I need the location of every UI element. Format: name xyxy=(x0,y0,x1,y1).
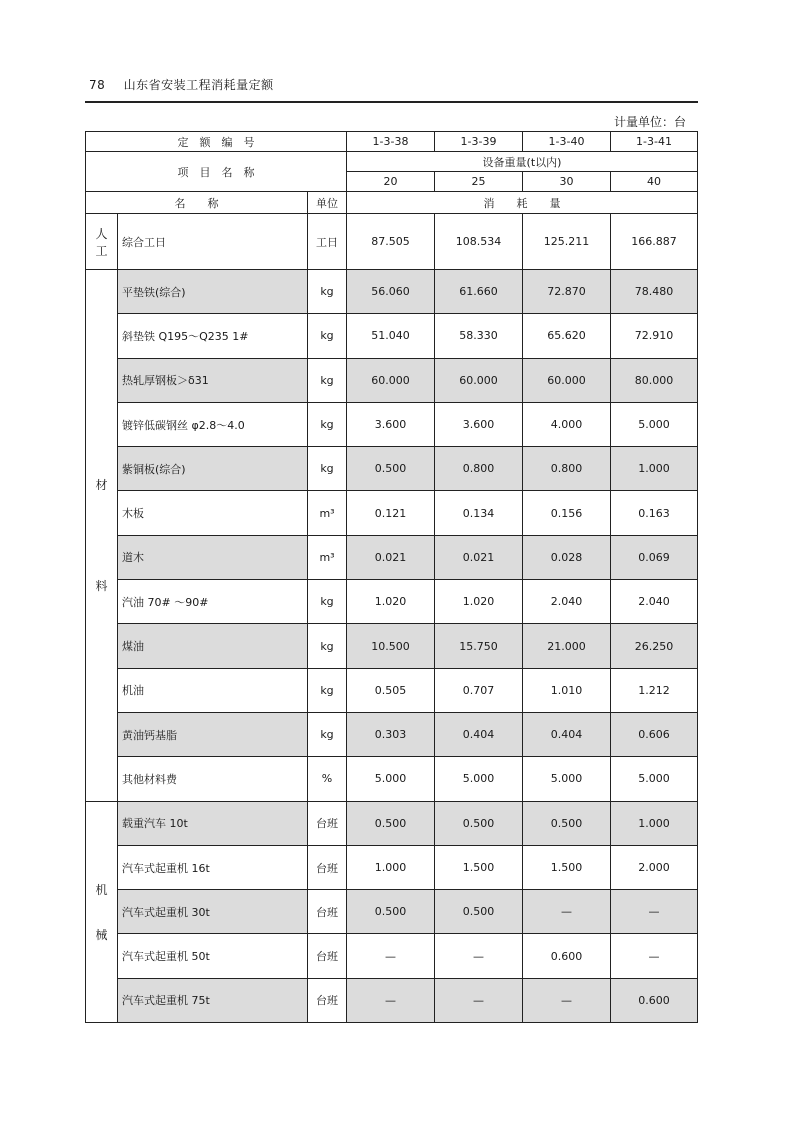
value-cell: 108.534 xyxy=(435,214,523,270)
value-cell: 60.000 xyxy=(523,358,611,402)
value-cell: 0.800 xyxy=(523,447,611,491)
value-cell: 0.404 xyxy=(435,712,523,756)
value-cell: 1.500 xyxy=(523,845,611,889)
value-cell: 80.000 xyxy=(611,358,698,402)
table-row xyxy=(86,712,698,756)
weight-cell: 25 xyxy=(435,172,523,192)
value-cell: 4.000 xyxy=(523,402,611,446)
code-cell: 1-3-40 xyxy=(523,132,611,152)
table-row xyxy=(86,934,698,978)
table-row xyxy=(86,535,698,579)
item-name: 载重汽车 10t xyxy=(118,801,308,845)
column-header-row xyxy=(86,192,698,214)
category-char: 材 xyxy=(95,478,108,493)
table-row xyxy=(86,270,698,314)
value-cell: 0.707 xyxy=(435,668,523,712)
value-cell: 1.000 xyxy=(611,801,698,845)
value-cell: 5.000 xyxy=(435,757,523,801)
value-cell: 1.000 xyxy=(347,845,435,889)
value-cell: 3.600 xyxy=(435,402,523,446)
item-unit: kg xyxy=(308,712,347,756)
col-consumption-label: 消 耗 量 xyxy=(347,192,698,214)
quota-code-label: 定 额 编 号 xyxy=(86,132,347,152)
value-cell: — xyxy=(523,890,611,934)
item-unit: 工日 xyxy=(308,214,347,270)
value-cell: 0.600 xyxy=(523,934,611,978)
value-cell: 10.500 xyxy=(347,624,435,668)
materials-category xyxy=(86,270,118,802)
value-cell: 5.000 xyxy=(347,757,435,801)
item-name: 紫铜板(综合) xyxy=(118,447,308,491)
item-name: 汽车式起重机 30t xyxy=(118,890,308,934)
value-cell: 78.480 xyxy=(611,270,698,314)
table-row xyxy=(86,358,698,402)
category-char: 机 xyxy=(95,882,108,897)
value-cell: — xyxy=(611,934,698,978)
weight-cell: 20 xyxy=(347,172,435,192)
item-unit: 台班 xyxy=(308,845,347,889)
value-cell: 2.040 xyxy=(611,580,698,624)
measurement-unit: 计量单位：台 xyxy=(613,115,686,129)
item-name: 黄油钙基脂 xyxy=(118,712,308,756)
value-cell: 0.500 xyxy=(523,801,611,845)
value-cell: 58.330 xyxy=(435,314,523,358)
item-unit: 台班 xyxy=(308,801,347,845)
value-cell: 0.404 xyxy=(523,712,611,756)
item-name: 汽车式起重机 50t xyxy=(118,934,308,978)
category-char: 人 xyxy=(95,226,108,241)
table-row xyxy=(86,447,698,491)
item-unit: kg xyxy=(308,358,347,402)
value-cell: 72.870 xyxy=(523,270,611,314)
value-cell: 0.500 xyxy=(347,447,435,491)
table-row xyxy=(86,491,698,535)
item-name: 斜垫铁 Q195～Q235 1# xyxy=(118,314,308,358)
item-name: 机油 xyxy=(118,668,308,712)
item-name: 汽车式起重机 16t xyxy=(118,845,308,889)
value-cell: 0.121 xyxy=(347,491,435,535)
value-cell: 26.250 xyxy=(611,624,698,668)
value-cell: — xyxy=(435,934,523,978)
value-cell: 61.660 xyxy=(435,270,523,314)
value-cell: 0.303 xyxy=(347,712,435,756)
header-rule xyxy=(85,101,698,103)
value-cell: 0.028 xyxy=(523,535,611,579)
value-cell: 65.620 xyxy=(523,314,611,358)
value-cell: 72.910 xyxy=(611,314,698,358)
item-unit: kg xyxy=(308,580,347,624)
value-cell: 2.040 xyxy=(523,580,611,624)
value-cell: 60.000 xyxy=(435,358,523,402)
value-cell: 5.000 xyxy=(611,757,698,801)
value-cell: 0.500 xyxy=(435,801,523,845)
weight-cell: 40 xyxy=(611,172,698,192)
item-unit: kg xyxy=(308,447,347,491)
value-cell: 1.020 xyxy=(347,580,435,624)
table-row xyxy=(86,668,698,712)
item-name: 综合工日 xyxy=(118,214,308,270)
value-cell: — xyxy=(347,934,435,978)
code-cell: 1-3-39 xyxy=(435,132,523,152)
weight-label: 设备重量(t以内) xyxy=(347,152,698,172)
weight-cell: 30 xyxy=(523,172,611,192)
item-name: 汽油 70# ～90# xyxy=(118,580,308,624)
value-cell: 0.500 xyxy=(347,890,435,934)
value-cell: 0.156 xyxy=(523,491,611,535)
value-cell: — xyxy=(611,890,698,934)
machinery-category xyxy=(86,801,118,1022)
item-name: 热轧厚钢板＞δ31 xyxy=(118,358,308,402)
col-name-label: 名 称 xyxy=(86,192,308,214)
category-char: 料 xyxy=(95,579,108,594)
value-cell: 1.020 xyxy=(435,580,523,624)
value-cell: 5.000 xyxy=(523,757,611,801)
item-unit: 台班 xyxy=(308,978,347,1022)
value-cell: 1.212 xyxy=(611,668,698,712)
item-unit: % xyxy=(308,757,347,801)
category-char: 械 xyxy=(95,927,108,942)
value-cell: 3.600 xyxy=(347,402,435,446)
value-cell: 166.887 xyxy=(611,214,698,270)
value-cell: 2.000 xyxy=(611,845,698,889)
value-cell: 0.800 xyxy=(435,447,523,491)
value-cell: 0.606 xyxy=(611,712,698,756)
code-cell: 1-3-41 xyxy=(611,132,698,152)
table-row xyxy=(86,890,698,934)
item-unit: m³ xyxy=(308,491,347,535)
item-name: 道木 xyxy=(118,535,308,579)
value-cell: 1.010 xyxy=(523,668,611,712)
value-cell: 5.000 xyxy=(611,402,698,446)
labor-category xyxy=(86,214,118,270)
value-cell: 0.021 xyxy=(435,535,523,579)
quota-code-row xyxy=(86,132,698,152)
value-cell: 56.060 xyxy=(347,270,435,314)
item-name: 平垫铁(综合) xyxy=(118,270,308,314)
value-cell: 60.000 xyxy=(347,358,435,402)
item-unit: 台班 xyxy=(308,890,347,934)
value-cell: 0.600 xyxy=(611,978,698,1022)
item-name: 煤油 xyxy=(118,624,308,668)
item-unit: kg xyxy=(308,668,347,712)
item-name: 汽车式起重机 75t xyxy=(118,978,308,1022)
value-cell: 1.000 xyxy=(611,447,698,491)
value-cell: 0.069 xyxy=(611,535,698,579)
value-cell: 0.134 xyxy=(435,491,523,535)
item-unit: kg xyxy=(308,314,347,358)
table-row xyxy=(86,845,698,889)
value-cell: 0.163 xyxy=(611,491,698,535)
table-row xyxy=(86,757,698,801)
value-cell: 51.040 xyxy=(347,314,435,358)
weight-header-row xyxy=(86,152,698,172)
item-unit: 台班 xyxy=(308,934,347,978)
item-unit: kg xyxy=(308,270,347,314)
table-row xyxy=(86,214,698,270)
code-cell: 1-3-38 xyxy=(347,132,435,152)
category-char: 工 xyxy=(95,243,108,258)
value-cell: — xyxy=(523,978,611,1022)
item-name-label: 项 目 名 称 xyxy=(86,152,347,192)
value-cell: — xyxy=(435,978,523,1022)
page-header xyxy=(89,76,274,93)
table-row xyxy=(86,580,698,624)
book-title: 山东省安装工程消耗量定额 xyxy=(123,78,274,92)
value-cell: 0.021 xyxy=(347,535,435,579)
item-name: 镀锌低碳钢丝 φ2.8～4.0 xyxy=(118,402,308,446)
value-cell: 0.505 xyxy=(347,668,435,712)
table-row xyxy=(86,978,698,1022)
value-cell: 0.500 xyxy=(347,801,435,845)
table-row xyxy=(86,314,698,358)
value-cell: 21.000 xyxy=(523,624,611,668)
value-cell: 15.750 xyxy=(435,624,523,668)
item-unit: m³ xyxy=(308,535,347,579)
table-row xyxy=(86,801,698,845)
value-cell: — xyxy=(347,978,435,1022)
value-cell: 125.211 xyxy=(523,214,611,270)
value-cell: 87.505 xyxy=(347,214,435,270)
page-number: 78 xyxy=(89,78,106,92)
table-row xyxy=(86,402,698,446)
col-unit-label: 单位 xyxy=(308,192,347,214)
value-cell: 0.500 xyxy=(435,890,523,934)
table-row xyxy=(86,624,698,668)
item-unit: kg xyxy=(308,624,347,668)
item-name: 其他材料费 xyxy=(118,757,308,801)
item-name: 木板 xyxy=(118,491,308,535)
value-cell: 1.500 xyxy=(435,845,523,889)
quota-table xyxy=(85,131,698,1023)
item-unit: kg xyxy=(308,402,347,446)
